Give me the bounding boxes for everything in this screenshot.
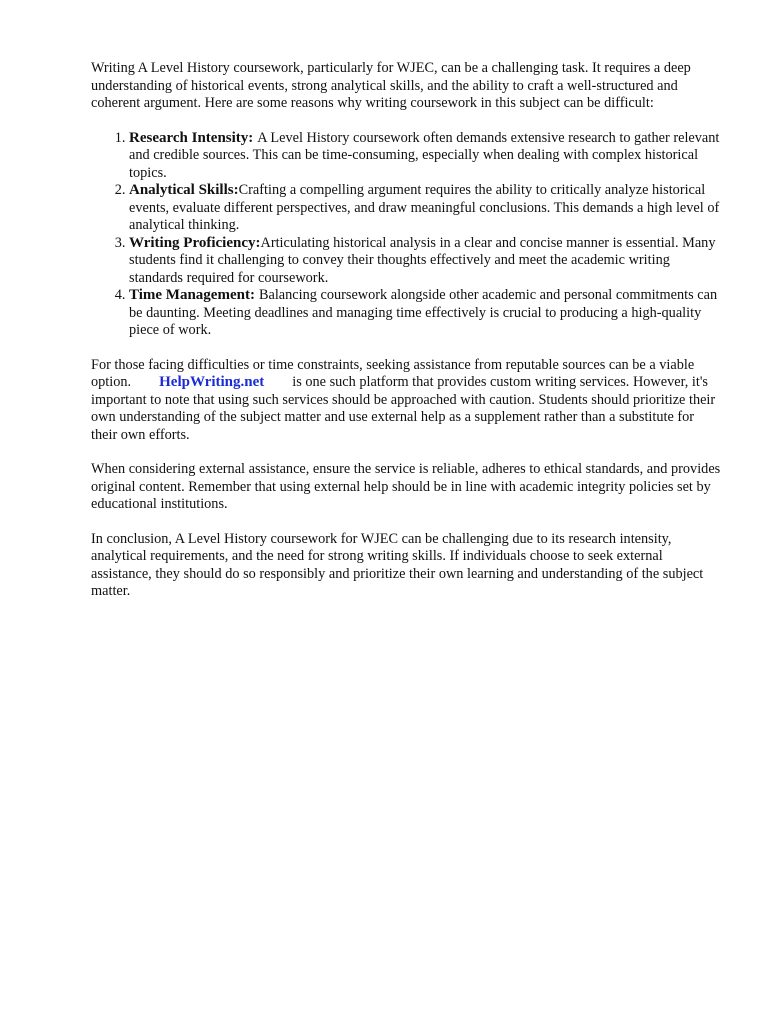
reason-term: Time Management: xyxy=(129,287,255,303)
list-item xyxy=(129,235,721,288)
reason-text: Balancing coursework alongside other academic and personal commitments can be daunting. Meeting deadlines and managing time effectively is crucial to producing a high-quality piece of work. xyxy=(129,287,718,338)
reasons-list xyxy=(91,130,721,340)
list-item xyxy=(129,287,721,340)
reason-term: Analytical Skills: xyxy=(129,182,239,198)
assistance-before: For those facing difficulties or time constraints, seeking assistance from reputable sources can be a viable option. xyxy=(91,356,695,390)
list-item xyxy=(129,130,721,183)
reason-term: Writing Proficiency: xyxy=(129,234,261,251)
reason-text: Articulating historical analysis in a clear and concise manner is essential. Many students find it challenging to convey their thoughts effectively and meet the academic writing standards required for coursework. xyxy=(129,234,716,286)
list-item xyxy=(129,182,721,235)
reason-term: Research Intensity: xyxy=(129,129,254,146)
considering-paragraph: When considering external assistance, ensure the service is reliable, adheres to ethical standards, and provides original content. Remember that using external help should be in line with academic integrity policies set by educational institutions. xyxy=(91,461,721,512)
assistance-paragraph xyxy=(91,357,721,445)
document-page xyxy=(91,60,721,618)
helpwriting-link[interactable]: HelpWriting.net xyxy=(159,374,265,390)
conclusion-paragraph: In conclusion, A Level History coursework for WJEC can be challenging due to its research intensity, analytical requirements, and the need for strong writing skills. If individuals choose to seek external assistance, they should do so responsibly and prioritize their own learning and understanding of the subject matter. xyxy=(91,530,704,599)
intro-paragraph: Writing A Level History coursework, particularly for WJEC, can be a challenging task. It requires a deep understanding of historical events, strong analytical skills, and the ability to craft a well-structured and coherent argument. Here are some reasons why writing coursework in this subject can be difficult: xyxy=(91,60,691,111)
reason-text: A Level History coursework often demands extensive research to gather relevant and credible sources. This can be time-consuming, especially when dealing with complex historical topics. xyxy=(129,129,720,181)
reason-text: Crafting a compelling argument requires the ability to critically analyze historical events, evaluate different perspectives, and draw meaningful conclusions. This demands a high level of analytical thinking. xyxy=(129,182,720,233)
assistance-after: is one such platform that provides custom writing services. However, it's important to note that using such services should be approached with caution. Students should prioritize their own understanding of the subject matter and use external help as a supplement rather than a substitute for their own efforts. xyxy=(91,374,716,443)
